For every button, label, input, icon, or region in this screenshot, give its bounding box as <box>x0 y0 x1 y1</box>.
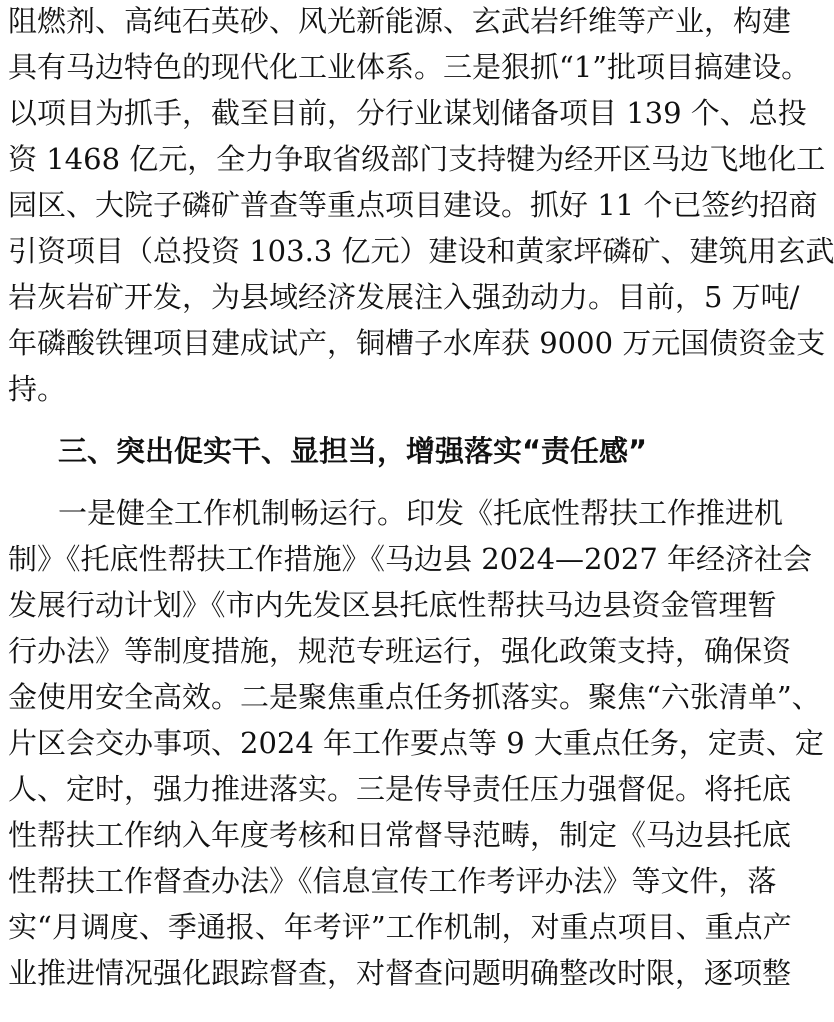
text-line-15: 金使用安全高效。二是聚焦重点任务抓落实。聚焦“六张清单”、 <box>8 680 821 714</box>
text-line-5: 园区、大院子磷矿普查等重点项目建设。抓好 11 个已签约招商 <box>8 188 818 222</box>
text-line-17: 人、定时，强力推进落实。三是传导责任压力强督促。将托底 <box>8 772 792 806</box>
text-line-8: 年磷酸铁锂项目建成试产，铜槽子水库获 9000 万元国债资金支 <box>8 326 826 360</box>
text-line-4: 资 1468 亿元，全力争取省级部门支持犍为经开区马边飞地化工 <box>8 142 826 176</box>
text-line-16: 片区会交办事项、2024 年工作要点等 9 大重点任务，定责、定 <box>8 726 824 760</box>
text-line-1: 阻燃剂、高纯石英砂、风光新能源、玄武岩纤维等产业，构建 <box>8 4 792 38</box>
text-line-6: 引资项目（总投资 103.3 亿元）建设和黄家坪磷矿、建筑用玄武 <box>8 234 834 268</box>
text-line-18: 性帮扶工作纳入年度考核和日常督导范畴，制定《马边县托底 <box>8 818 792 852</box>
text-line-11: 一是健全工作机制畅运行。印发《托底性帮扶工作推进机 <box>58 496 784 530</box>
text-line-14: 行办法》等制度措施，规范专班运行，强化政策支持，确保资 <box>8 634 792 668</box>
text-line-2: 具有马边特色的现代化工业体系。三是狠抓“1”批项目搞建设。 <box>8 50 811 84</box>
text-line-20: 实“月调度、季通报、年考评”工作机制，对重点项目、重点产 <box>8 910 792 944</box>
text-line-9: 持。 <box>8 372 67 406</box>
text-line-7: 岩灰岩矿开发，为县域经济发展注入强劲动力。目前，5 万吨/ <box>8 280 800 314</box>
text-line-12: 制》《托底性帮扶工作措施》《马边县 2024—2027 年经济社会 <box>8 542 813 576</box>
text-line-3: 以项目为抓手，截至目前，分行业谋划储备项目 139 个、总投 <box>8 96 807 130</box>
text-line-13: 发展行动计划》《市内先发区县托底性帮扶马边县资金管理暂 <box>8 588 777 622</box>
text-line-19: 性帮扶工作督查办法》《信息宣传工作考评办法》等文件，落 <box>8 864 777 898</box>
section-heading: 三、突出促实干、显担当，增强落实“责任感” <box>58 434 648 468</box>
text-line-21: 业推进情况强化跟踪督查，对督查问题明确整改时限，逐项整 <box>8 956 792 990</box>
